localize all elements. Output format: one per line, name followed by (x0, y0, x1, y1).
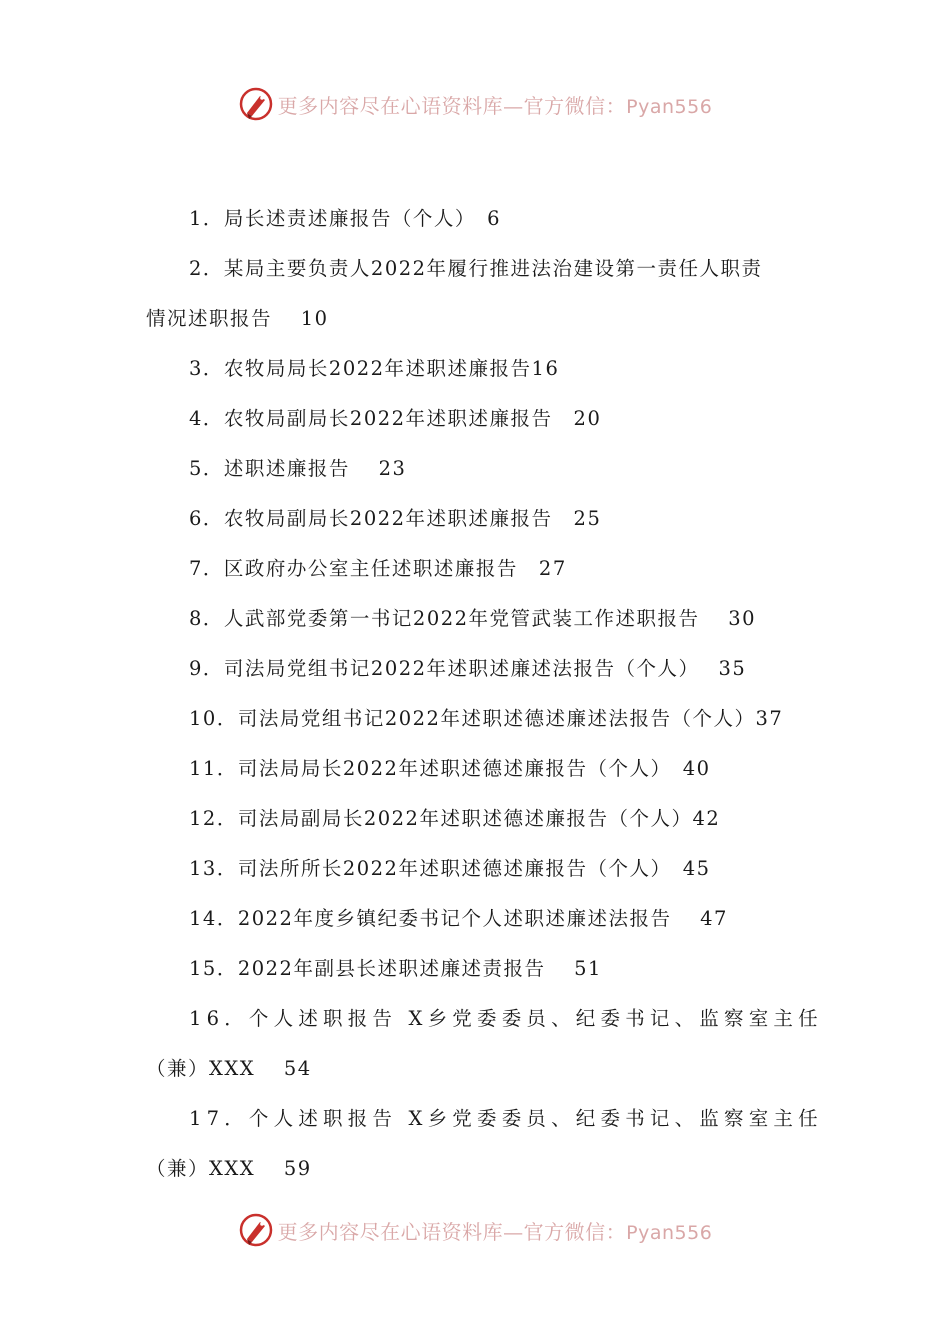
footer-banner (0, 1208, 950, 1252)
toc-entry: 5．述职述廉报告 23 (189, 457, 407, 480)
banner-wechat-id: Pyan556 (626, 95, 713, 118)
toc-entry-continuation: （兼）XXX 59 (146, 1157, 312, 1180)
toc-entry: 17．个人述职报告 X乡党委委员、纪委书记、监察室主任 (189, 1107, 823, 1130)
pen-logo-icon (238, 86, 274, 122)
toc-entry: 6．农牧局副局长2022年述职述廉报告 25 (189, 507, 602, 530)
toc-entry: 9．司法局党组书记2022年述职述廉述法报告（个人） 35 (189, 657, 747, 680)
toc-entry-continuation: （兼）XXX 54 (146, 1057, 312, 1080)
pen-logo-icon (238, 1212, 274, 1248)
banner-text: 更多内容尽在心语资料库—官方微信： (277, 93, 627, 118)
toc-entry: 10．司法局党组书记2022年述职述德述廉述法报告（个人）37 (189, 707, 784, 730)
toc-entry: 16．个人述职报告 X乡党委委员、纪委书记、监察室主任 (189, 1007, 823, 1030)
toc-entry: 14．2022年度乡镇纪委书记个人述职述廉述法报告 47 (189, 907, 728, 930)
toc-entry: 2．某局主要负责人2022年履行推进法治建设第一责任人职责 (189, 257, 763, 280)
toc-entry: 3．农牧局局长2022年述职述廉报告16 (189, 357, 560, 380)
toc-entry: 15．2022年副县长述职述廉述责报告 51 (189, 957, 602, 980)
header-banner (0, 82, 950, 126)
toc-entry: 13．司法所所长2022年述职述德述廉报告（个人） 45 (189, 857, 711, 880)
toc-entry: 12．司法局副局长2022年述职述德述廉报告（个人）42 (189, 807, 721, 830)
toc-entry: 8．人武部党委第一书记2022年党管武装工作述职报告 30 (189, 607, 757, 630)
toc-entry: 4．农牧局副局长2022年述职述廉报告 20 (189, 407, 602, 430)
toc-entry: 7．区政府办公室主任述职述廉报告 27 (189, 557, 567, 580)
banner-text: 更多内容尽在心语资料库—官方微信： (277, 1219, 627, 1244)
toc-entry-continuation: 情况述职报告 10 (146, 307, 329, 330)
toc-entry: 11．司法局局长2022年述职述德述廉报告（个人） 40 (189, 757, 711, 780)
banner-wechat-id: Pyan556 (626, 1221, 713, 1244)
toc-entry: 1．局长述责述廉报告（个人） 6 (189, 207, 502, 230)
